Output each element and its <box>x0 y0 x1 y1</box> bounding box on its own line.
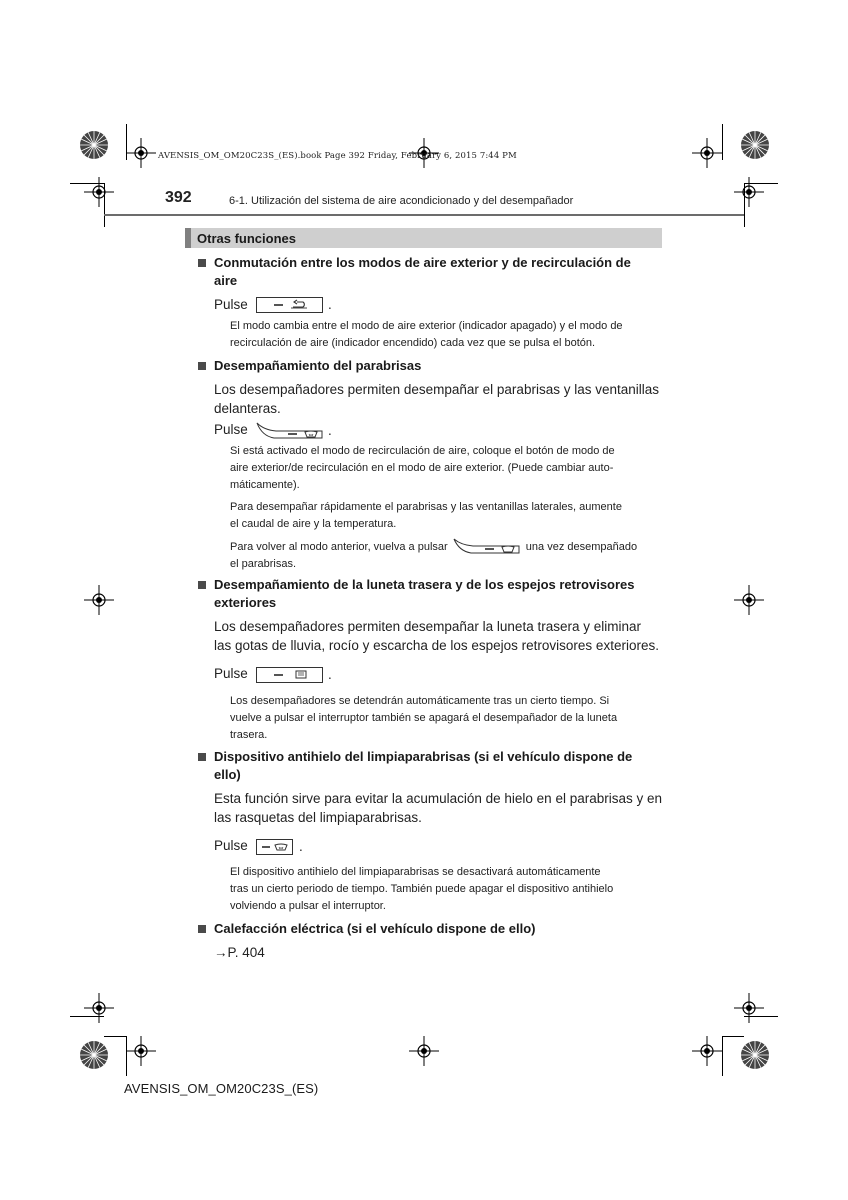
crop-mark <box>104 1036 126 1037</box>
body-line: las rasquetas del limpiaparabrisas. <box>214 810 422 825</box>
crosshair-mark-icon <box>126 1036 156 1066</box>
windshield-defog-icon <box>256 421 324 439</box>
period: . <box>328 423 332 438</box>
registration-sunburst-icon <box>79 130 109 160</box>
note-wiper-deicer <box>230 864 658 915</box>
body-windshield <box>214 380 658 418</box>
note-windshield-1 <box>230 443 658 494</box>
crosshair-mark-icon <box>734 177 764 207</box>
header-rule <box>104 214 744 216</box>
crosshair-mark-icon <box>84 585 114 615</box>
note-text: una vez desempañado <box>525 541 638 553</box>
crosshair-mark-icon <box>409 1036 439 1066</box>
note-line: Si está activado el modo de recirculación de aire, coloque el botón de modo de <box>230 445 615 457</box>
note-line: aire exterior/de recirculación en el modo de aire exterior. (Puede cambiar auto- <box>230 462 614 474</box>
crop-mark <box>104 183 105 227</box>
windshield-defog-icon <box>453 538 521 554</box>
bullet-square-icon <box>198 581 206 589</box>
note-line: Los desempañadores se detendrán automáticamente tras un cierto tiempo. Si <box>230 695 610 707</box>
heading-rear-defogger <box>214 576 658 612</box>
body-wiper-deicer <box>214 789 662 827</box>
page-number: 392 <box>165 189 192 206</box>
windshield-defog-button-inline[interactable] <box>453 538 521 554</box>
windshield-defog-button[interactable] <box>256 421 324 439</box>
rear-defogger-button[interactable] <box>256 667 323 683</box>
heading-windshield: Desempañamiento del parabrisas <box>214 358 422 373</box>
body-line: Los desempañadores permiten desempañar el parabrisas y las ventanillas <box>214 382 659 397</box>
wiper-deicer-icon <box>257 840 292 854</box>
registration-sunburst-icon <box>740 1040 770 1070</box>
crop-mark <box>744 183 745 227</box>
note-line: el parabrisas. <box>230 558 297 570</box>
heading-line: Conmutación entre los modos de aire exterior y de recirculación de <box>214 255 631 270</box>
heading-line: Desempañamiento de la luneta trasera y de los espejos retrovisores <box>214 577 635 592</box>
pulse-label: Pulse <box>214 297 248 312</box>
note-line: vuelve a pulsar el interruptor también se apagará el desempañador de la luneta <box>230 712 618 724</box>
heading-line: Dispositivo antihielo del limpiaparabrisas (si el vehículo dispone de <box>214 749 633 764</box>
crop-mark <box>722 1036 744 1037</box>
recirculation-icon <box>257 298 322 312</box>
note-windshield-3 <box>230 538 658 573</box>
crop-mark <box>722 1036 723 1076</box>
note-recirculation <box>230 318 658 352</box>
recirculation-button[interactable] <box>256 297 323 313</box>
bullet-square-icon <box>198 259 206 267</box>
section-title: 6-1. Utilización del sistema de aire acondicionado y del desempañador <box>229 195 574 207</box>
note-line: trasera. <box>230 729 268 741</box>
banner-accent <box>185 228 191 248</box>
note-line: máticamente). <box>230 479 300 491</box>
crosshair-mark-icon <box>84 177 114 207</box>
crop-mark <box>126 124 127 160</box>
note-line: recirculación de aire (indicador encendido) cada vez que se pulsa el botón. <box>230 337 596 349</box>
crop-mark <box>744 1016 778 1017</box>
bullet-square-icon <box>198 753 206 761</box>
period: . <box>328 667 332 682</box>
note-windshield-2 <box>230 499 658 533</box>
section-banner <box>185 228 662 248</box>
footer-doc-code: AVENSIS_OM_OM20C23S_(ES) <box>124 1081 319 1096</box>
registration-sunburst-icon <box>79 1040 109 1070</box>
heading-recirculation <box>214 254 658 290</box>
body-line: Esta función sirve para evitar la acumulación de hielo en el parabrisas y en <box>214 791 662 806</box>
crop-mark <box>722 124 723 160</box>
note-line: el caudal de aire y la temperatura. <box>230 518 397 530</box>
registration-sunburst-icon <box>740 130 770 160</box>
note-line: El dispositivo antihielo del limpiaparabrisas se desactivará automáticamente <box>230 866 601 878</box>
banner-title: Otras funciones <box>197 231 296 246</box>
note-line: tras un cierto periodo de tiempo. También puede apagar el dispositivo antihielo <box>230 883 614 895</box>
crop-mark <box>70 1016 104 1017</box>
wiper-deicer-button[interactable] <box>256 839 293 855</box>
crosshair-mark-icon <box>692 138 722 168</box>
print-info: AVENSIS_OM_OM20C23S_(ES).book Page 392 Friday, February 6, 2015 7:44 PM <box>158 151 517 161</box>
note-text: Para volver al modo anterior, vuelva a pulsar <box>230 541 448 553</box>
crop-mark <box>70 183 104 184</box>
pulse-label: Pulse <box>214 838 248 853</box>
heading-line: ello) <box>214 767 241 782</box>
body-rear-defogger <box>214 617 658 655</box>
note-line: El modo cambia entre el modo de aire exterior (indicador apagado) y el modo de <box>230 320 623 332</box>
note-rear-defogger <box>230 693 658 744</box>
heading-wiper-deicer <box>214 748 658 784</box>
heading-line: aire <box>214 273 238 288</box>
crop-mark <box>126 1036 127 1076</box>
page-reference-link[interactable]: →P. 404 <box>214 945 265 960</box>
crosshair-mark-icon <box>692 1036 722 1066</box>
crosshair-mark-icon <box>734 993 764 1023</box>
period: . <box>328 297 332 312</box>
bullet-square-icon <box>198 925 206 933</box>
crop-mark <box>744 183 778 184</box>
crosshair-mark-icon <box>126 138 156 168</box>
note-line: Para desempañar rápidamente el parabrisas y las ventanillas laterales, aumente <box>230 501 622 513</box>
body-line: Los desempañadores permiten desempañar la luneta trasera y eliminar <box>214 619 641 634</box>
body-line: las gotas de lluvia, rocío y escarcha de los espejos retrovisores exteriores. <box>214 638 659 653</box>
body-line: delanteras. <box>214 401 281 416</box>
pulse-label: Pulse <box>214 422 248 437</box>
pulse-label: Pulse <box>214 666 248 681</box>
crosshair-mark-icon <box>84 993 114 1023</box>
crosshair-mark-icon <box>734 585 764 615</box>
heading-electric-heating: Calefacción eléctrica (si el vehículo dispone de ello) <box>214 921 536 936</box>
bullet-square-icon <box>198 362 206 370</box>
rear-defogger-icon <box>257 668 322 682</box>
note-line <box>230 538 658 556</box>
period: . <box>299 839 303 854</box>
note-line: volviendo a pulsar el interruptor. <box>230 900 386 912</box>
heading-line: exteriores <box>214 595 277 610</box>
